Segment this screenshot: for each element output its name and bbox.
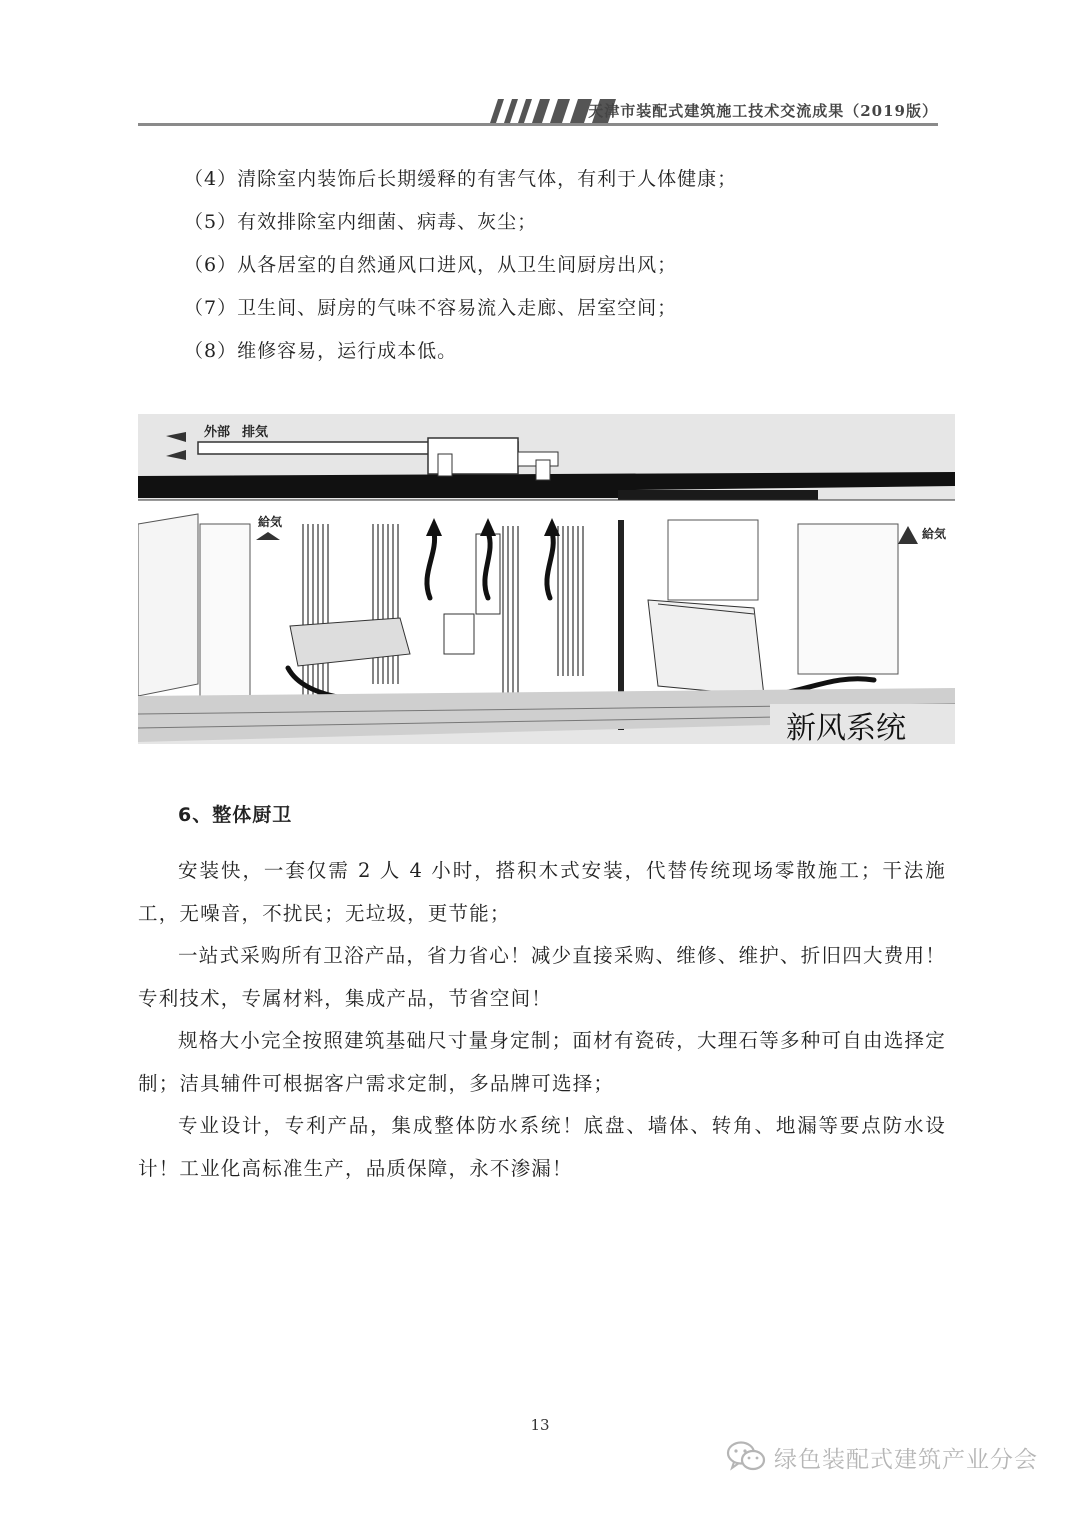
header-title: 天津市装配式建筑施工技术交流成果（2019版） [588,102,938,120]
header-rule [138,123,938,126]
page-number: 13 [530,1416,550,1434]
label-exhaust-outside: 外部 [204,425,231,440]
list-item: （8）维修容易，运行成本低。 [184,340,458,362]
list-item: （5）有效排除室内细菌、病毒、灰尘； [184,211,538,233]
section-title: 6、整体厨卫 [178,804,293,826]
paragraph: 安装快，一套仅需 2 人 4 小时，搭积木式安装，代替传统现场零散施工；干法施工，无噪音，不扰民；无垃圾，更节能； [138,859,946,925]
label-supply-left: 給気 [258,515,283,529]
label-supply-right: 給気 [922,527,947,541]
ventilation-diagram [138,414,955,744]
watermark [726,1437,1038,1477]
list-item: （7）卫生间、厨房的气味不容易流入走廊、居室空间； [184,297,678,319]
label-exhaust: 排気 [242,425,269,440]
wechat-icon [726,1440,766,1474]
fresh-air-system-illustration [138,414,955,744]
watermark-text: 绿色装配式建筑产业分会 [774,1446,1038,1473]
paragraph: 专业设计，专利产品，集成整体防水系统！底盘、墙体、转角、地漏等要点防水设计！工业化高标准生产，品质保障，永不渗漏！ [138,1114,946,1180]
paragraph: 规格大小完全按照建筑基础尺寸量身定制；面材有瓷砖，大理石等多种可自由选择定制；洁具辅件可根据客户需求定制，多品牌可选择； [138,1029,946,1095]
list-item: （4）清除室内装饰后长期缓释的有害气体，有利于人体健康； [184,168,738,190]
paragraph: 一站式采购所有卫浴产品，省力省心！减少直接采购、维修、维护、折旧四大费用！专利技术，专属材料，集成产品，节省空间！ [138,944,946,1010]
section-body [138,850,946,1190]
page-header [138,96,938,128]
figure-caption: 新风系统 [786,711,906,744]
benefit-list [184,158,737,373]
list-item: （6）从各居室的自然通风口进风，从卫生间厨房出风； [184,254,678,276]
